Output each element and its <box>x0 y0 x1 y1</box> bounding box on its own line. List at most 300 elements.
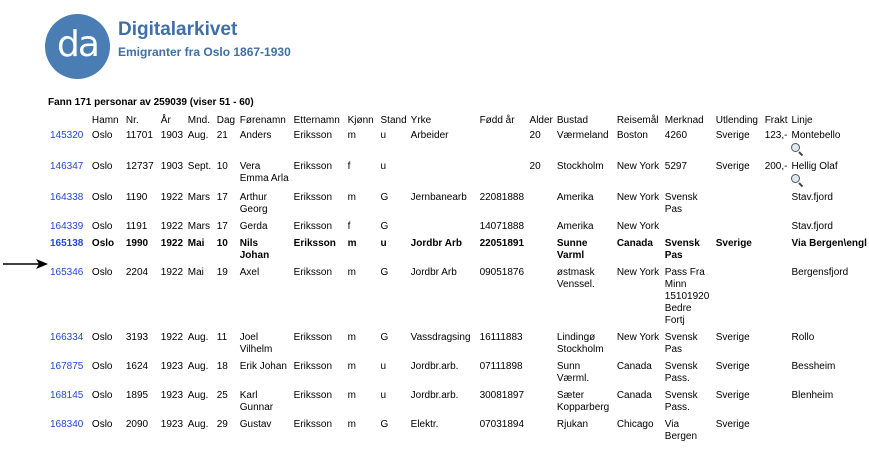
cell-frakt <box>763 218 790 235</box>
cell-fodd-text: 30081897 <box>479 390 525 401</box>
cell-linje-text: Hellig Olaf <box>791 161 838 172</box>
cell-bustad <box>555 218 615 235</box>
cell-nr-text: 2204 <box>125 267 149 278</box>
cell-fodd-text: 07111898 <box>479 361 523 372</box>
record-id-link[interactable]: 146347 <box>50 161 84 172</box>
cell-fornavn-text: Vera Emma Arla <box>239 161 289 184</box>
cell-frakt <box>763 387 790 416</box>
cell-dag-text: 21 <box>216 130 228 141</box>
cell-merknad-text: Svensk Pass. <box>664 390 698 413</box>
cell-linje-text: Via Bergen\engl <box>791 238 867 249</box>
cell-yrke <box>409 158 478 189</box>
cell-fornavn-text: Anders <box>239 130 272 141</box>
cell-etternavn-text: Eriksson <box>293 221 333 232</box>
column-header-hamn: Hamn <box>91 115 119 126</box>
cell-mnd-text: Aug. <box>187 390 209 401</box>
cell-utlending <box>714 158 763 189</box>
cell-kjonn <box>346 329 379 358</box>
table-row <box>48 329 869 358</box>
cell-reisemal <box>615 264 663 329</box>
cell-mnd <box>186 329 215 358</box>
record-id-link[interactable]: 168340 <box>50 419 84 430</box>
cell-etternavn <box>292 158 346 189</box>
table-row <box>48 358 869 387</box>
cell-bustad-text: Sæter Kopparberg <box>556 390 610 413</box>
record-id-link[interactable]: 166334 <box>50 332 84 343</box>
column-header-nr: Nr. <box>125 115 139 126</box>
cell-dag-text: 11 <box>216 332 228 343</box>
cell-fodd <box>478 387 528 416</box>
cell-bustad <box>555 329 615 358</box>
cell-ar-text: 1922 <box>160 332 184 343</box>
cell-ar <box>159 158 186 189</box>
cell-fodd <box>478 158 528 189</box>
cell-linje-text: Bessheim <box>791 361 836 372</box>
cell-frakt-text: 200,- <box>764 161 788 172</box>
cell-ar-text: 1922 <box>160 238 184 249</box>
cell-utlending <box>714 189 763 218</box>
record-id-link[interactable]: 165138 <box>50 238 84 249</box>
cell-fodd-text: 22051891 <box>479 238 525 249</box>
cell-ar <box>159 358 186 387</box>
cell-frakt <box>763 158 790 189</box>
cell-ar <box>159 416 186 445</box>
cell-stand-text: u <box>380 361 387 372</box>
cell-fornavn <box>238 158 292 189</box>
cell-kjonn <box>346 218 379 235</box>
cell-hamn <box>90 189 124 218</box>
cell-linje <box>789 416 869 445</box>
cell-fodd <box>478 235 528 264</box>
cell-nr <box>124 358 159 387</box>
cell-nr <box>124 189 159 218</box>
cell-mnd <box>186 416 215 445</box>
cell-fornavn <box>238 329 292 358</box>
cell-stand-text: G <box>380 192 389 203</box>
cell-mnd-text: Aug. <box>187 361 209 372</box>
cell-reisemal-text: Canada <box>616 390 652 401</box>
cell-utlending <box>714 218 763 235</box>
table-row <box>48 189 869 218</box>
cell-bustad-text: Lindingø Stockholm <box>556 332 604 355</box>
cell-reisemal-text: Boston <box>616 130 648 141</box>
cell-ar <box>159 189 186 218</box>
cell-etternavn <box>292 387 346 416</box>
cell-etternavn <box>292 127 346 158</box>
cell-hamn <box>90 218 124 235</box>
cell-hamn-text: Oslo <box>91 192 113 203</box>
cell-kjonn-text: m <box>347 192 356 203</box>
cell-bustad-text: Amerika <box>556 192 594 203</box>
site-subtitle: Emigranter fra Oslo 1867-1930 <box>118 45 291 59</box>
cell-alder <box>528 358 555 387</box>
cell-stand <box>379 127 409 158</box>
cell-fornavn-text: Karl Gunnar <box>239 390 274 413</box>
cell-fodd <box>478 416 528 445</box>
table-header-row <box>48 112 869 127</box>
cell-ar-text: 1923 <box>160 419 184 430</box>
cell-kjonn <box>346 235 379 264</box>
cell-kjonn <box>346 189 379 218</box>
cell-fornavn-text: Erik Johan <box>239 361 287 372</box>
cell-hamn <box>90 416 124 445</box>
cell-alder <box>528 387 555 416</box>
cell-merknad-text: 5297 <box>664 161 688 172</box>
cell-bustad-text: Amerika <box>556 221 594 232</box>
column-header-bustad: Bustad <box>556 115 589 126</box>
cell-fodd-text: 22081888 <box>479 192 525 203</box>
cell-dag <box>215 358 238 387</box>
cell-linje <box>789 329 869 358</box>
cell-etternavn-text: Eriksson <box>293 192 333 203</box>
cell-fornavn <box>238 387 292 416</box>
cell-reisemal <box>615 416 663 445</box>
cell-dag <box>215 387 238 416</box>
cell-hamn-text: Oslo <box>91 419 113 430</box>
cell-reisemal <box>615 158 663 189</box>
cell-id <box>48 264 90 329</box>
cell-dag-text: 17 <box>216 192 228 203</box>
cell-mnd <box>186 387 215 416</box>
cell-linje-text: Blenheim <box>791 390 834 401</box>
cell-etternavn <box>292 189 346 218</box>
cell-ar-text: 1922 <box>160 192 184 203</box>
cell-etternavn-text: Eriksson <box>293 390 333 401</box>
cell-frakt <box>763 329 790 358</box>
cell-dag-text: 17 <box>216 221 228 232</box>
cell-linje <box>789 235 869 264</box>
cell-stand-text: G <box>380 332 389 343</box>
column-header-stand: Stand <box>380 115 407 126</box>
cell-fodd <box>478 329 528 358</box>
cell-nr <box>124 416 159 445</box>
cell-dag-text: 25 <box>216 390 228 401</box>
cell-linje <box>789 127 869 158</box>
digitalarkivet-logo[interactable] <box>45 14 110 79</box>
column-header-reisemal: Reisemål <box>616 115 659 126</box>
cell-linje-text: Rollo <box>791 332 815 343</box>
column-header-alder: Alder <box>529 115 553 126</box>
cell-hamn-text: Oslo <box>91 238 115 249</box>
cell-yrke-text: Elektr. <box>410 419 439 430</box>
record-id-link[interactable]: 145320 <box>50 130 84 141</box>
cell-stand <box>379 387 409 416</box>
cell-merknad-text: 4260 <box>664 130 688 141</box>
cell-ar-text: 1922 <box>160 221 184 232</box>
cell-utlending-text: Sverige <box>715 238 752 249</box>
record-id-link[interactable]: 167875 <box>50 361 84 372</box>
cell-nr <box>124 235 159 264</box>
cell-bustad <box>555 387 615 416</box>
magnifier-icon[interactable] <box>791 143 804 156</box>
cell-fodd-text: 16111883 <box>479 332 523 343</box>
cell-yrke <box>409 218 478 235</box>
cell-merknad <box>663 329 714 358</box>
cell-reisemal-text: New York <box>616 192 660 203</box>
cell-etternavn <box>292 416 346 445</box>
cell-id <box>48 235 90 264</box>
cell-id <box>48 329 90 358</box>
cell-etternavn-text: Eriksson <box>293 130 333 141</box>
cell-fornavn <box>238 235 292 264</box>
cell-utlending-text: Sverige <box>715 161 750 172</box>
cell-yrke <box>409 264 478 329</box>
cell-kjonn-text: m <box>347 267 356 278</box>
cell-etternavn-text: Eriksson <box>293 419 333 430</box>
cell-hamn <box>90 329 124 358</box>
cell-alder-text: 20 <box>529 130 541 141</box>
cell-dag-text: 10 <box>216 238 228 249</box>
cell-yrke <box>409 235 478 264</box>
cell-merknad <box>663 416 714 445</box>
cell-ar <box>159 264 186 329</box>
cell-nr-text: 11701 <box>125 130 153 141</box>
cell-fornavn-text: Nils Johan <box>239 238 270 261</box>
column-header-id <box>48 112 90 127</box>
cell-stand <box>379 358 409 387</box>
cell-dag-text: 19 <box>216 267 228 278</box>
cell-utlending <box>714 358 763 387</box>
cell-yrke-text: Jernbanearb <box>410 192 467 203</box>
cell-ar-text: 1903 <box>160 130 184 141</box>
cell-alder <box>528 235 555 264</box>
cell-reisemal-text: Canada <box>616 238 653 249</box>
cell-linje <box>789 218 869 235</box>
cell-stand-text: G <box>380 221 389 232</box>
cell-etternavn-text: Eriksson <box>293 238 336 249</box>
cell-dag <box>215 416 238 445</box>
cell-linje <box>789 358 869 387</box>
cell-merknad <box>663 264 714 329</box>
cell-fornavn-text: Joel Vilhelm <box>239 332 273 355</box>
cell-reisemal-text: New York <box>616 161 660 172</box>
cell-fodd <box>478 218 528 235</box>
cell-bustad-text: Sunne Varml <box>556 238 588 261</box>
table-row <box>48 158 869 189</box>
cell-dag <box>215 235 238 264</box>
cell-dag <box>215 158 238 189</box>
cell-stand <box>379 158 409 189</box>
cell-alder <box>528 264 555 329</box>
cell-mnd <box>186 158 215 189</box>
cell-kjonn <box>346 358 379 387</box>
cell-frakt <box>763 235 790 264</box>
cell-reisemal <box>615 235 663 264</box>
cell-utlending-text: Sverige <box>715 130 750 141</box>
cell-stand-text: u <box>380 130 387 141</box>
cell-yrke <box>409 127 478 158</box>
record-id-link[interactable]: 164339 <box>50 221 84 232</box>
cell-yrke <box>409 189 478 218</box>
column-header-mnd: Mnd. <box>187 115 211 126</box>
cell-kjonn-text: m <box>347 332 356 343</box>
cell-fornavn-text: Arthur Georg <box>239 192 268 215</box>
cell-linje-text: Bergensfjord <box>791 267 849 278</box>
cell-merknad-text: Pass Fra Minn 15101920 Bedre Fortj <box>664 267 710 326</box>
cell-nr-text: 1190 <box>125 192 148 203</box>
cell-alder <box>528 189 555 218</box>
cell-yrke <box>409 358 478 387</box>
cell-mnd-text: Mai <box>187 267 204 278</box>
cell-dag-text: 18 <box>216 361 228 372</box>
column-header-merknad: Merknad <box>664 115 704 126</box>
cell-merknad-text: Svensk Pas <box>664 238 700 261</box>
column-header-frakt: Frakt <box>764 115 788 126</box>
cell-kjonn <box>346 158 379 189</box>
cell-fodd-text: 14071888 <box>479 221 525 232</box>
cell-nr <box>124 158 159 189</box>
cell-ar-text: 1923 <box>160 361 184 372</box>
cell-nr-text: 1624 <box>125 361 149 372</box>
cell-reisemal-text: Chicago <box>616 419 654 430</box>
cell-yrke-text: Arbeider <box>410 130 449 141</box>
cell-ar-text: 1903 <box>160 161 184 172</box>
cell-ar <box>159 127 186 158</box>
cell-reisemal <box>615 218 663 235</box>
cell-etternavn-text: Eriksson <box>293 267 333 278</box>
cell-utlending <box>714 235 763 264</box>
cell-etternavn-text: Eriksson <box>293 332 333 343</box>
cell-merknad <box>663 127 714 158</box>
cell-mnd-text: Aug. <box>187 130 209 141</box>
cell-bustad <box>555 416 615 445</box>
cell-merknad <box>663 235 714 264</box>
cell-utlending <box>714 127 763 158</box>
cell-fornavn <box>238 218 292 235</box>
cell-bustad <box>555 358 615 387</box>
cell-kjonn-text: m <box>347 419 356 430</box>
cell-stand-text: G <box>380 419 389 430</box>
cell-kjonn-text: m <box>347 361 356 372</box>
cell-frakt <box>763 189 790 218</box>
cell-yrke-text: Jordbr Arb <box>410 267 457 278</box>
cell-reisemal-text: Canada <box>616 361 652 372</box>
column-header-fodd: Fødd år <box>479 115 515 126</box>
cell-dag <box>215 329 238 358</box>
cell-stand <box>379 264 409 329</box>
cell-etternavn <box>292 358 346 387</box>
cell-mnd <box>186 235 215 264</box>
cell-stand <box>379 416 409 445</box>
cell-bustad <box>555 127 615 158</box>
cell-stand <box>379 218 409 235</box>
cell-hamn <box>90 358 124 387</box>
cell-utlending <box>714 387 763 416</box>
cell-linje-text: Stav.fjord <box>791 192 833 203</box>
cell-dag <box>215 218 238 235</box>
cell-stand <box>379 189 409 218</box>
cell-frakt <box>763 127 790 158</box>
table-row <box>48 264 869 329</box>
cell-id <box>48 158 90 189</box>
record-id-link[interactable]: 168145 <box>50 390 84 401</box>
cell-reisemal <box>615 127 663 158</box>
cell-nr-text: 1990 <box>125 238 149 249</box>
cell-nr <box>124 218 159 235</box>
cell-fornavn-text: Gustav <box>239 419 272 430</box>
column-header-kjonn: Kjønn <box>347 115 374 126</box>
column-header-etternavn: Etternamn <box>293 115 340 126</box>
cell-reisemal <box>615 189 663 218</box>
cell-mnd <box>186 264 215 329</box>
cell-yrke <box>409 387 478 416</box>
cell-fornavn <box>238 189 292 218</box>
cell-stand <box>379 329 409 358</box>
cell-reisemal-text: New York <box>616 267 660 278</box>
cell-fodd <box>478 264 528 329</box>
cell-hamn-text: Oslo <box>91 361 113 372</box>
cell-hamn <box>90 264 124 329</box>
cell-etternavn-text: Eriksson <box>293 161 333 172</box>
table-row <box>48 416 869 445</box>
cell-dag-text: 29 <box>216 419 228 430</box>
cell-id <box>48 387 90 416</box>
site-title: Digitalarkivet <box>118 19 238 40</box>
cell-etternavn <box>292 264 346 329</box>
cell-nr <box>124 329 159 358</box>
cell-fornavn <box>238 416 292 445</box>
cell-etternavn <box>292 329 346 358</box>
cell-mnd-text: Aug. <box>187 419 209 430</box>
cell-dag <box>215 189 238 218</box>
cell-nr-text: 2090 <box>125 419 149 430</box>
record-id-link[interactable]: 165346 <box>50 267 84 278</box>
cell-mnd-text: Mars <box>187 221 211 232</box>
cell-bustad <box>555 235 615 264</box>
cell-mnd-text: Mai <box>187 238 205 249</box>
cell-utlending-text: Sverige <box>715 332 750 343</box>
magnifier-icon[interactable] <box>791 174 804 187</box>
cell-merknad <box>663 189 714 218</box>
cell-etternavn <box>292 235 346 264</box>
cell-fornavn-text: Gerda <box>239 221 268 232</box>
cell-ar <box>159 329 186 358</box>
cell-mnd-text: Aug. <box>187 332 209 343</box>
cell-kjonn-text: m <box>347 390 356 401</box>
cell-utlending <box>714 264 763 329</box>
cell-bustad <box>555 264 615 329</box>
cell-alder <box>528 416 555 445</box>
cell-merknad <box>663 358 714 387</box>
cell-id <box>48 358 90 387</box>
cell-mnd-text: Mars <box>187 192 211 203</box>
cell-linje-text: Montebello <box>791 130 841 141</box>
cell-alder <box>528 127 555 158</box>
cell-mnd <box>186 358 215 387</box>
cell-mnd-text: Sept. <box>187 161 212 172</box>
cell-mnd <box>186 218 215 235</box>
cell-mnd <box>186 189 215 218</box>
cell-ar-text: 1923 <box>160 390 184 401</box>
table-row <box>48 218 869 235</box>
cell-hamn-text: Oslo <box>91 221 113 232</box>
cell-alder <box>528 218 555 235</box>
cell-fornavn <box>238 264 292 329</box>
cell-bustad-text: østmask Venssel. <box>556 267 595 290</box>
cell-fodd <box>478 127 528 158</box>
cell-reisemal <box>615 358 663 387</box>
cell-linje <box>789 189 869 218</box>
cell-merknad <box>663 387 714 416</box>
cell-merknad-text: Svensk Pas <box>664 332 698 355</box>
cell-ar <box>159 387 186 416</box>
cell-frakt <box>763 358 790 387</box>
cell-bustad-text: Stockholm <box>556 161 604 172</box>
cell-bustad-text: Rjukan <box>556 419 589 430</box>
cell-merknad <box>663 218 714 235</box>
record-id-link[interactable]: 164338 <box>50 192 84 203</box>
cell-nr <box>124 264 159 329</box>
